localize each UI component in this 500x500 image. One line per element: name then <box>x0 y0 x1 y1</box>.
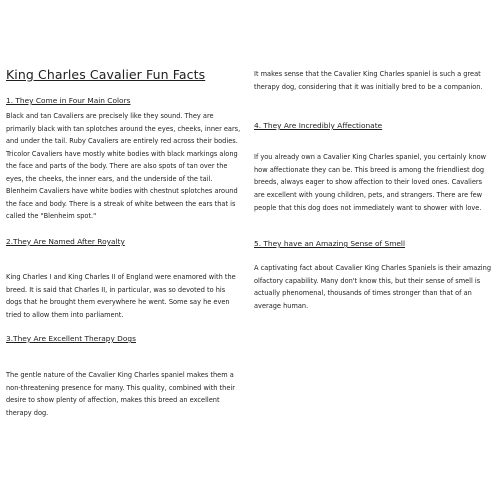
document-title: King Charles Cavalier Fun Facts <box>6 67 206 82</box>
section-2-heading: 2.They Are Named After Royalty <box>6 237 125 246</box>
section-5-heading: 5. They have an Amazing Sense of Smell <box>254 239 406 248</box>
section-1-heading: 1. They Come in Four Main Colors <box>6 96 131 105</box>
section-3-heading: 3.They Are Excellent Therapy Dogs <box>6 334 136 343</box>
section-4-heading: 4. They Are Incredibly Affectionate <box>254 121 383 130</box>
section-1-text: Black and tan Cavaliers are precisely like they sound. They are primarily black with tan splotches around the eyes, cheeks, inner ears, and under the tail. Ruby Cavaliers are entirely red across their bodies. Tricolor Cavaliers have mostly white bodies with black markings along the face and parts of the body. There are also spots of tan over the eyes, the cheeks, the inner ears, and the underside of the tail. Blenheim Cavaliers have white bodies with chestnut splotches around the face and body. There is a streak of white between the ears that is called the "Blenheim spot." <box>6 112 241 220</box>
section-4-text: If you already own a Cavalier King Charles spaniel, you certainly know how affectionate they can be. This breed is among the friendliest dog breeds, always eager to show affection to their loved ones. Cavaliers are excellent with young children, pets, and strangers. There are few people that this dog does not immediately want to shower with love. <box>254 153 487 212</box>
section-5-text: A captivating fact about Cavalier King Charles Spaniels is their amazing olfactory capability. Many don't know this, but their sense of smell is actually phenomenal, thousands of times stronger than that of an average human. <box>254 264 491 311</box>
section-3-text: The gentle nature of the Cavalier King Charles spaniel makes them a non-threatening presence for many. This quality, combined with their desire to show plenty of affection, makes this breed an excellent therapy dog. <box>6 371 235 417</box>
section-3-continued-text: It makes sense that the Cavalier King Charles spaniel is such a great therapy dog, considering that it was initially bred to be a companion. <box>254 70 483 91</box>
section-2-text: King Charles I and King Charles II of England were enamored with the breed. It is said that Charles II, in particular, was so devoted to his dogs that he brought them everywhere he went. Some say he even tried to allow them into parliament. <box>6 273 236 319</box>
